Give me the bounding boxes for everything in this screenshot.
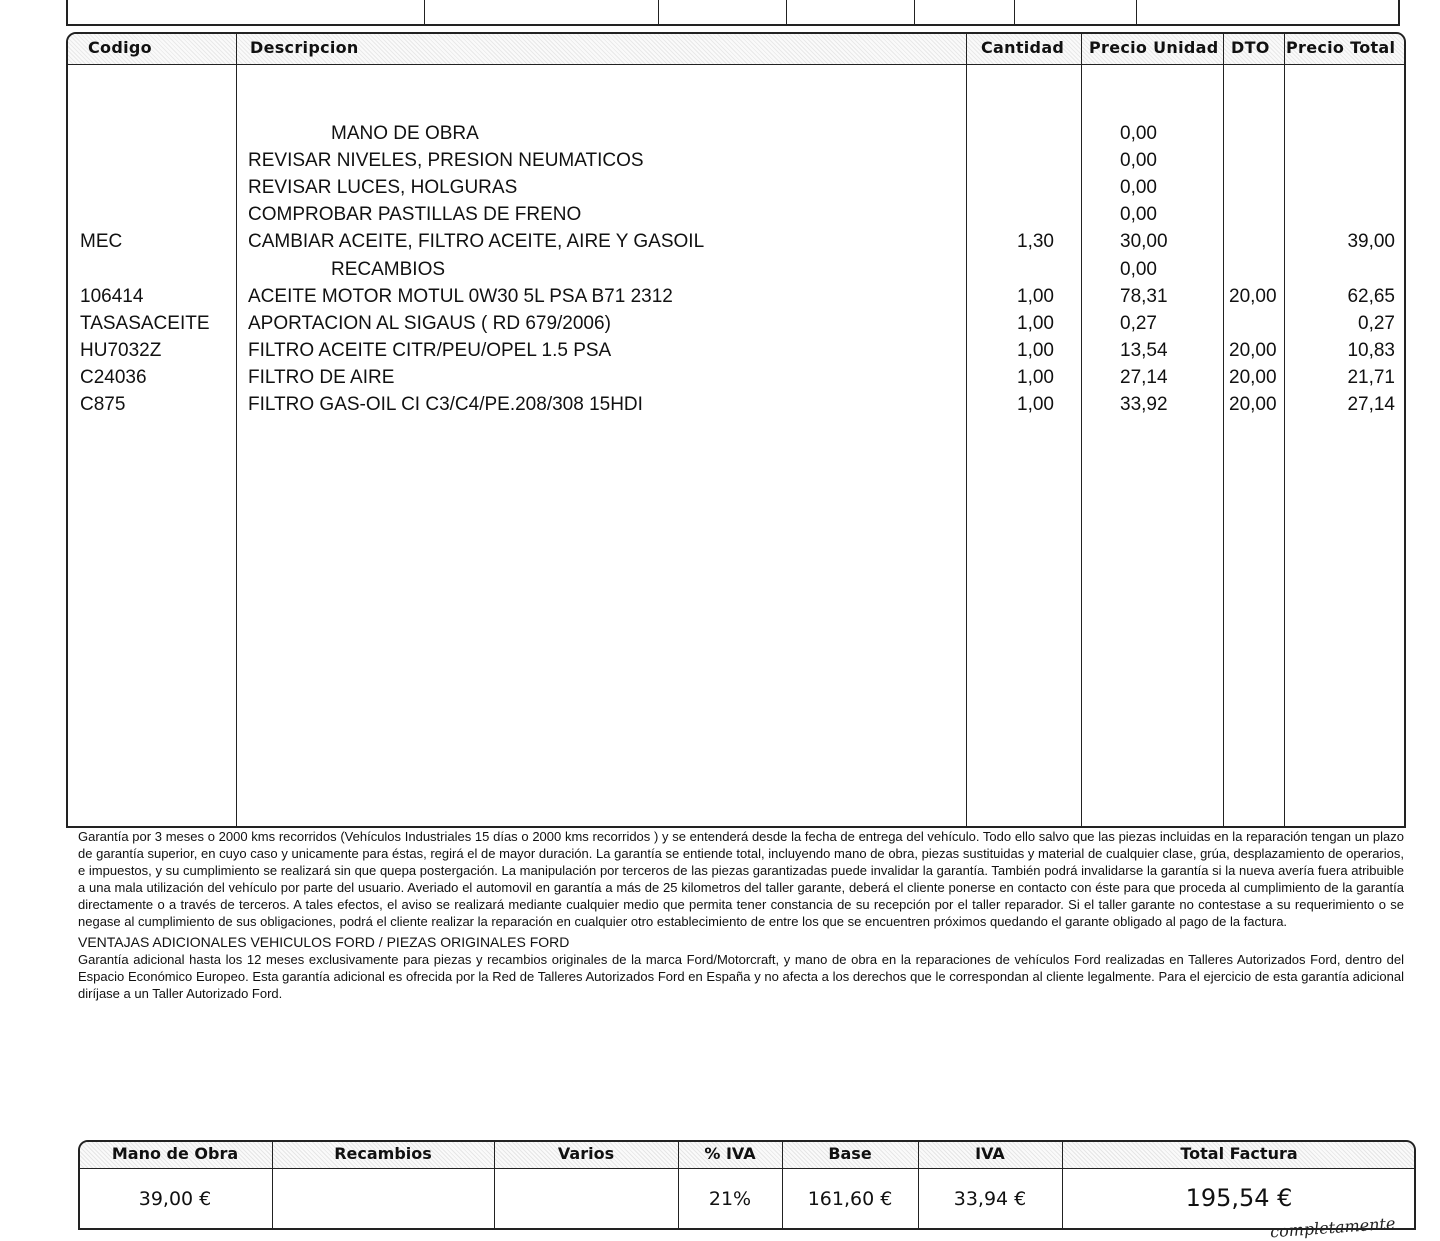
item-descripcion: ACEITE MOTOR MOTUL 0W30 5L PSA B71 2312 — [248, 285, 673, 307]
item-descripcion: REVISAR NIVELES, PRESION NEUMATICOS — [248, 150, 644, 172]
item-codigo: C24036 — [80, 366, 147, 388]
ventajas-heading: VENTAJAS ADICIONALES VEHICULOS FORD / PIEZAS ORIGINALES FORD — [78, 934, 570, 950]
item-precio-unidad: 0,27 — [1120, 312, 1157, 334]
item-precio-unidad: 0,00 — [1120, 204, 1157, 226]
header-codigo: Codigo — [88, 38, 152, 57]
item-codigo: 106414 — [80, 285, 144, 307]
invoice-items-table — [66, 32, 1406, 828]
item-precio-unidad: 0,00 — [1120, 150, 1157, 172]
item-descripcion: FILTRO DE AIRE — [248, 366, 395, 388]
item-dto: 20,00 — [1229, 366, 1277, 388]
item-precio-unidad: 0,00 — [1120, 123, 1157, 144]
invoice-totals-table — [78, 1140, 1416, 1230]
item-codigo: MEC — [80, 231, 123, 253]
item-dto: 20,00 — [1229, 339, 1277, 361]
clipped-label — [86, 0, 139, 2]
item-cantidad: 1,30 — [1017, 231, 1054, 253]
totals-header-iva: IVA — [975, 1144, 1005, 1163]
item-precio-unidad: 33,92 — [1120, 394, 1168, 415]
totals-header-base: Base — [828, 1144, 872, 1163]
item-descripcion: COMPROBAR PASTILLAS DE FRENO — [248, 204, 582, 226]
totals-mano-de-obra-value: 39,00 € — [138, 1188, 212, 1210]
item-precio-total: 21,71 — [1347, 366, 1395, 388]
item-codigo: C875 — [80, 394, 126, 415]
totals-header-iva-pct: % IVA — [704, 1144, 756, 1163]
item-codigo: HU7032Z — [80, 339, 162, 361]
item-precio-total: 39,00 — [1347, 231, 1395, 253]
header-dto: DTO — [1231, 38, 1270, 57]
item-precio-unidad: 30,00 — [1120, 231, 1168, 253]
item-precio-unidad: 0,00 — [1120, 258, 1157, 280]
item-codigo: TASASACEITE — [80, 312, 210, 334]
item-precio-total: 27,14 — [1347, 394, 1395, 415]
header-cantidad: Cantidad — [981, 38, 1065, 57]
totals-iva-value: 33,94 € — [953, 1188, 1027, 1210]
totals-header-mano-de-obra: Mano de Obra — [111, 1144, 239, 1163]
item-dto: 20,00 — [1229, 394, 1277, 415]
item-precio-unidad: 13,54 — [1120, 339, 1168, 361]
item-precio-total: 10,83 — [1347, 339, 1395, 361]
item-descripcion: APORTACION AL SIGAUS ( RD 679/2006) — [248, 312, 611, 334]
item-precio-unidad: 78,31 — [1120, 285, 1168, 307]
warranty-terms — [78, 828, 1404, 1002]
item-descripcion: MANO DE OBRA — [331, 123, 479, 144]
header-precio-total: Precio Total — [1286, 38, 1396, 57]
item-descripcion: FILTRO ACEITE CITR/PEU/OPEL 1.5 PSA — [248, 339, 612, 361]
ventajas-paragraph: Garantía adicional hasta los 12 meses exclusivamente para piezas y recambios originales de la marca Ford/Motorcraft, y mano de obra en la reparaciones de vehículos Ford realizadas en Talleres Autorizados Ford, dentro del Espacio Económico Europeo. Esta garantía adicional es ofrecida por la Red de Talleres Autorizados Ford en España y no afecta a los derechos que le correspondan al cliente legalmente. Para el ejercicio de esta garantía adicional diríjase a un Taller Autorizado Ford. — [78, 952, 1404, 1001]
totals-header-varios: Varios — [557, 1144, 615, 1163]
item-precio-total: 0,27 — [1358, 312, 1395, 334]
item-cantidad: 1,00 — [1017, 285, 1054, 307]
item-descripcion: REVISAR LUCES, HOLGURAS — [248, 177, 518, 199]
totals-header-total-factura: Total Factura — [1180, 1144, 1298, 1163]
totals-header-recambios: Recambios — [334, 1144, 432, 1163]
totals-iva-pct-value: 21% — [708, 1188, 752, 1210]
item-cantidad: 1,00 — [1017, 339, 1054, 361]
warranty-paragraph: Garantía por 3 meses o 2000 kms recorridos (Vehículos Industriales 15 días o 2000 kms recorridos ) y se entenderá desde la fecha de entrega del vehículo. Todo ello salvo que las piezas incluidas en la reparación tengan un plazo de garantía superior, en cuyo caso y unicamente para éstas, regirá el de mayor duración. La garantía se entiende total, incluyendo mano de obra, piezas sustituidas y material de cualquier clase, grúa, desplazamiento de operarios, e impuestos, y su cumplimiento se realizará sin que quepa postergación. La manipulación por terceros de las piezas garantizadas puede invalidar la garantía. También podrá invalidarse la garantía si la nueva avería fuera atribuible a una mala utilización del vehículo por parte del usuario. Averiado el automovil en garantía a más de 25 kilometros del taller garante, deberá el cliente ponerse en contacto con éste para que proceda al cumplimiento de la garantía directamente o a través de terceros. A tales efectos, el aviso se realizará mediante cualquier medio que permita tener constancia de su recepción por el taller reparador. Si el taller garante no contestase a su requerimiento o se negase al cumplimiento de sus obligaciones, podrá el cliente realizar la reparación en cualquier otro establecimiento de entre los que se encuentren próximos quedando el garante obligado al pago de la factura. — [78, 829, 1404, 929]
item-cantidad: 1,00 — [1017, 312, 1054, 334]
item-cantidad: 1,00 — [1017, 394, 1054, 415]
totals-base-value: 161,60 € — [807, 1188, 893, 1210]
header-descripcion: Descripcion — [250, 38, 359, 57]
previous-section-strip — [66, 0, 1400, 26]
item-descripcion: CAMBIAR ACEITE, FILTRO ACEITE, AIRE Y GASOIL — [248, 231, 705, 253]
handwritten-note: completamente — [1269, 1213, 1396, 1241]
item-dto: 20,00 — [1229, 285, 1277, 307]
item-precio-total: 62,65 — [1347, 285, 1395, 307]
item-cantidad: 1,00 — [1017, 366, 1054, 388]
item-precio-unidad: 27,14 — [1120, 366, 1168, 388]
header-precio-unidad: Precio Unidad — [1089, 38, 1219, 57]
totals-total-factura-value: 195,54 € — [1185, 1184, 1293, 1212]
item-descripcion: FILTRO GAS-OIL CI C3/C4/PE.208/308 15HDI — [248, 394, 643, 415]
item-descripcion: RECAMBIOS — [331, 258, 446, 280]
item-precio-unidad: 0,00 — [1120, 177, 1157, 199]
